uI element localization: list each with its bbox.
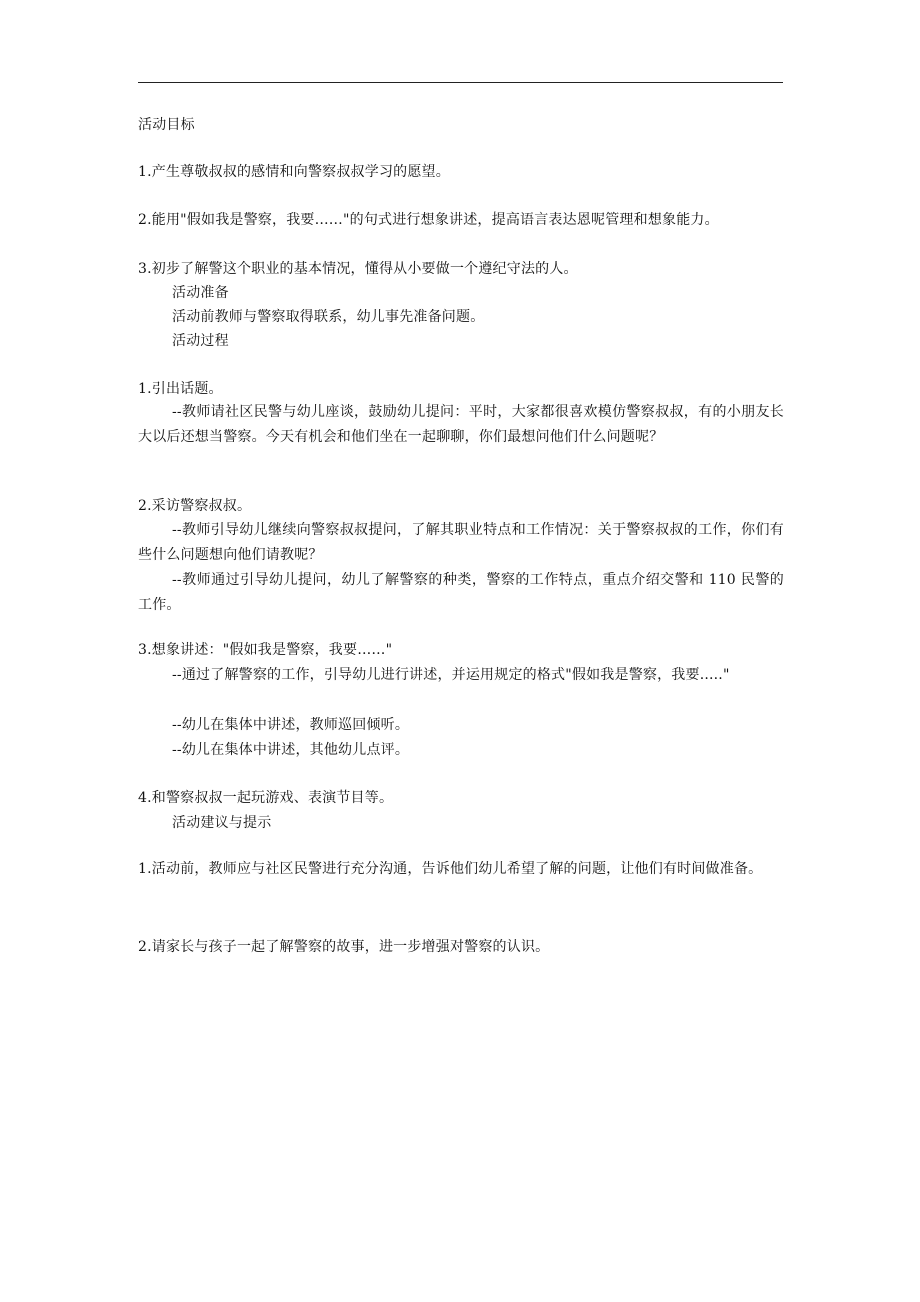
step-3-text-2: --幼儿在集体中讲述，教师巡回倾听。 (172, 717, 410, 733)
goals-heading: 活动目标 (138, 117, 195, 133)
tip-2: 2.请家长与孩子一起了解警察的故事，进一步增强对警察的认识。 (138, 939, 550, 955)
step-2-text-2: --教师通过引导幼儿提问，幼儿了解警察的种类，警察的工作特点，重点介绍交警和 110 民警的工作。 (138, 572, 784, 613)
tips-heading: 活动建议与提示 (172, 815, 272, 831)
step-1-title: 1.引出话题。 (138, 381, 223, 397)
goal-1: 1.产生尊敬叔叔的感情和向警察叔叔学习的愿望。 (138, 164, 450, 180)
step-3-title: 3.想象讲述："假如我是警察，我要……" (138, 642, 393, 658)
process-heading: 活动过程 (172, 333, 229, 349)
goal-3: 3.初步了解警这个职业的基本情况，懂得从小要做一个遵纪守法的人。 (138, 261, 578, 277)
prep-text: 活动前教师与警察取得联系，幼儿事先准备问题。 (172, 309, 485, 325)
tip-1: 1.活动前，教师应与社区民警进行充分沟通，告诉他们幼儿希望了解的问题，让他们有时间做准备。 (138, 861, 763, 877)
step-2-title: 2.采访警察叔叔。 (138, 498, 252, 514)
header-rule (138, 82, 783, 83)
step-1-text: --教师请社区民警与幼儿座谈，鼓励幼儿提问：平时，大家都很喜欢模仿警察叔叔，有的小朋友长大以后还想当警察。今天有机会和他们坐在一起聊聊，你们最想问他们什么问题呢？ (138, 404, 784, 445)
step-2-text-1: --教师引导幼儿继续向警察叔叔提问，了解其职业特点和工作情况：关于警察叔叔的工作，你们有些什么问题想向他们请教呢？ (138, 522, 784, 563)
step-3-text-1: --通过了解警察的工作，引导幼儿进行讲述，并运用规定的格式"假如我是警察，我要....." (172, 667, 730, 683)
prep-heading: 活动准备 (172, 285, 229, 301)
goal-2: 2.能用"假如我是警察，我要……"的句式进行想象讲述，提高语言表达恩呢管理和想象能力。 (138, 212, 719, 228)
step-4-title: 4.和警察叔叔一起玩游戏、表演节目等。 (138, 790, 394, 806)
step-3-text-3: --幼儿在集体中讲述，其他幼儿点评。 (172, 742, 410, 758)
